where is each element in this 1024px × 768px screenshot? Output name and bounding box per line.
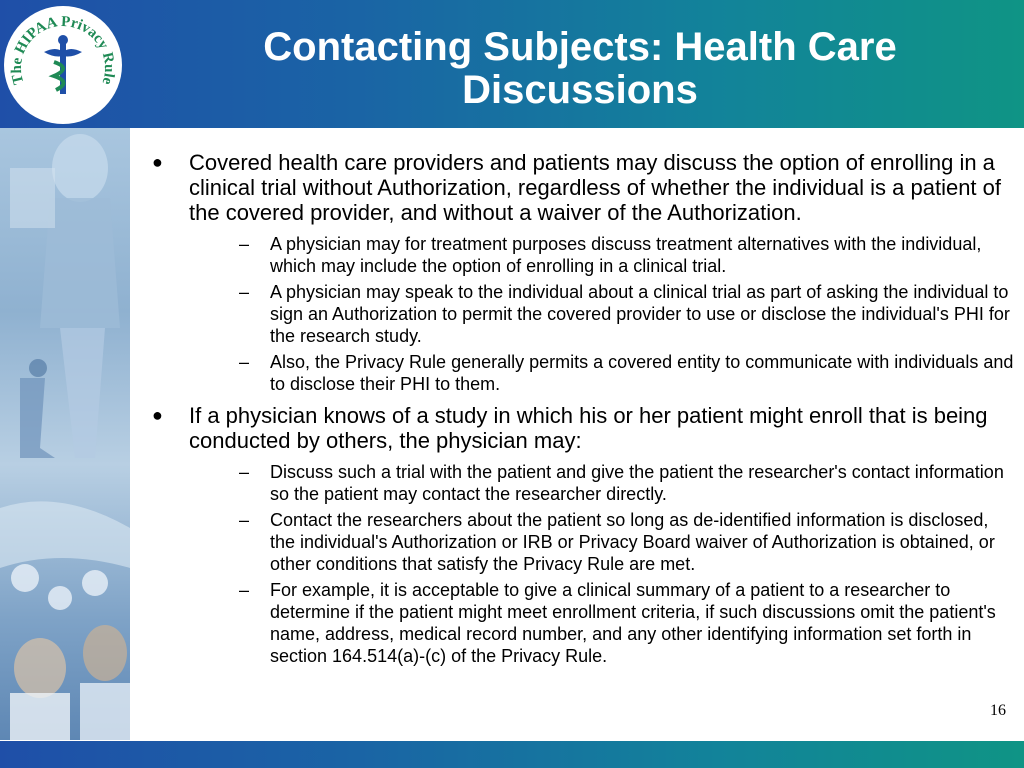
title-line-2: Discussions — [462, 68, 698, 112]
caduceus-seal-icon — [4, 6, 122, 124]
page-number: 16 — [990, 702, 1006, 719]
sub-bullet — [189, 281, 1014, 347]
sub-bullet-text: A physician may for treatment purposes discuss treatment alternatives with the individual, which may include the option of enrolling in a clinical trial. — [270, 234, 982, 276]
bullet-2 — [152, 403, 1014, 667]
bullet-dot-icon: ● — [152, 405, 163, 425]
bullet-2-text: If a physician knows of a study in which his or her patient might enroll that is being conducted by others, the physician may: — [189, 403, 988, 453]
dash-icon: – — [239, 234, 250, 254]
hipaa-logo — [4, 6, 122, 124]
slide-body — [152, 150, 1014, 675]
sub-bullet — [189, 461, 1014, 505]
dash-icon: – — [239, 352, 250, 372]
sub-bullet-text: For example, it is acceptable to give a clinical summary of a patient to a researcher to determine if the patient might meet enrollment criteria, if such discussions omit the patient's name, address, medical record number, and any other identifying information set forth in section 164.514(a)-(c) of the Privacy Rule. — [270, 580, 996, 666]
sub-bullet-text: Contact the researchers about the patient so long as de-identified information is disclosed, the individual's Authorization or IRB or Privacy Board waiver of Authorization is obtained, or other conditions that satisfy the Privacy Rule are met. — [270, 510, 995, 574]
dash-icon: – — [239, 282, 250, 302]
bullet-1-text: Covered health care providers and patients may discuss the option of enrolling in a clinical trial without Authorization, regardless of whether the individual is a patient of the covered provider, and without a waiver of the Authorization. — [189, 150, 1002, 225]
dash-icon: – — [239, 462, 250, 482]
title-banner — [0, 0, 1024, 128]
dash-icon: – — [239, 580, 250, 600]
bullet-1 — [152, 150, 1014, 395]
sub-bullet — [189, 351, 1014, 395]
sub-bullet-text: Discuss such a trial with the patient and give the patient the researcher's contact information so the patient may contact the researcher directly. — [270, 462, 1004, 504]
sub-bullet-text: Also, the Privacy Rule generally permits a covered entity to communicate with individuals and to disclose their PHI to them. — [270, 352, 1014, 394]
sub-bullet — [189, 509, 1014, 575]
sub-bullet — [189, 233, 1014, 277]
decorative-sidebar-image — [0, 128, 130, 740]
title-line-1: Contacting Subjects: Health Care — [263, 25, 897, 69]
sub-bullet — [189, 579, 1014, 667]
footer-bar — [0, 741, 1024, 768]
medical-collage-icon — [0, 128, 130, 740]
dash-icon: – — [239, 510, 250, 530]
logo-arc-text: The HIPAA Privacy Rule — [8, 13, 118, 87]
bullet-dot-icon: ● — [152, 152, 163, 172]
slide-title — [140, 26, 1020, 112]
sub-bullet-text: A physician may speak to the individual about a clinical trial as part of asking the individual to sign an Authorization to permit the covered provider to use or disclose the individual's PHI for the research study. — [270, 282, 1010, 346]
